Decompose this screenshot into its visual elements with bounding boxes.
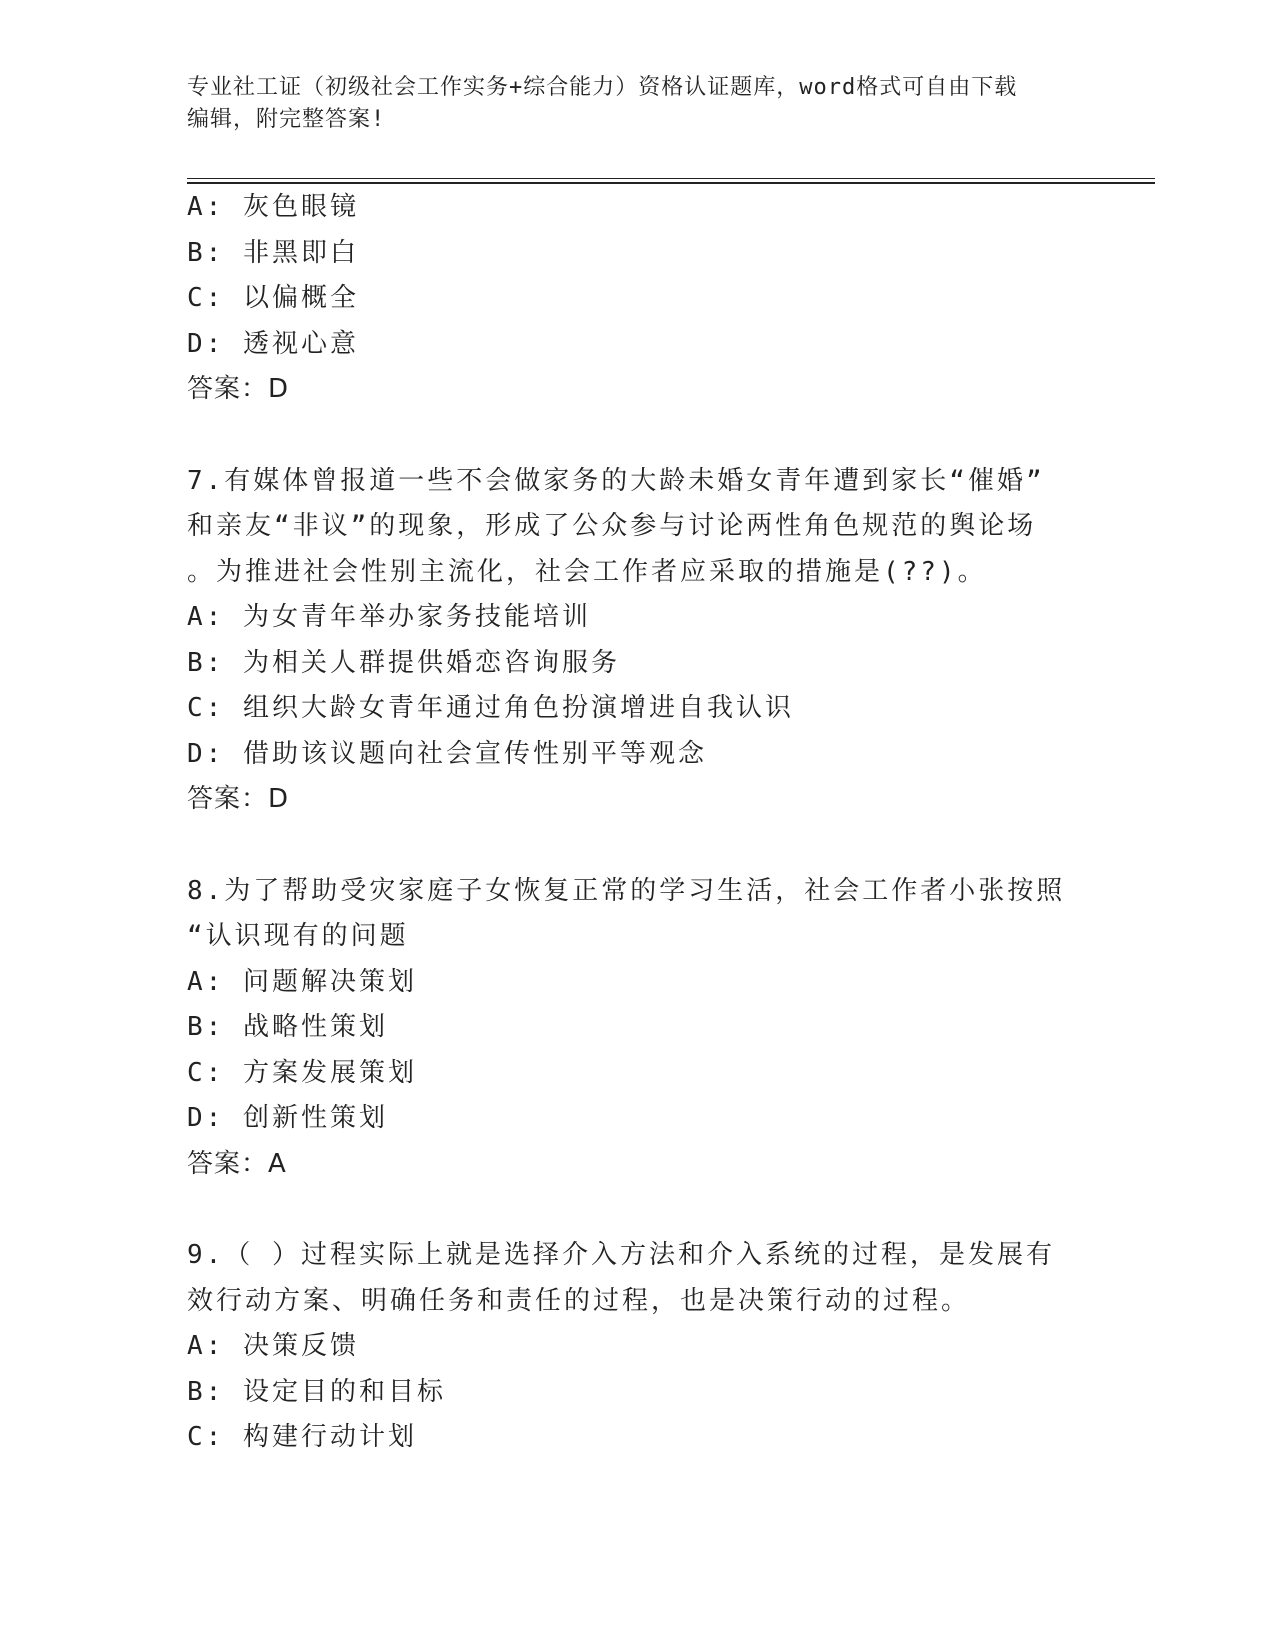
option-d: D: 创新性策划 (187, 1103, 388, 1133)
option-d: D: 借助该议题向社会宣传性别平等观念 (187, 738, 707, 769)
option-a: A: 决策反馈 (187, 1331, 359, 1361)
option-c: C: 方案发展策划 (187, 1057, 417, 1088)
question-stem-line: 效行动方案、明确任务和责任的过程，也是决策行动的过程。 (187, 1285, 971, 1316)
question-stem-line: 7.有媒体曾报道一些不会做家务的大龄未婚女青年遭到家长“催婚” (187, 465, 1045, 496)
question-spacer (187, 823, 1087, 869)
header-divider-thin (187, 178, 1155, 179)
option-a: A: 灰色眼镜 (187, 192, 359, 222)
question-spacer (187, 1187, 1087, 1233)
question-6 (187, 185, 1087, 413)
question-stem-line: 。为推进社会性别主流化，社会工作者应采取的措施是(??)。 (187, 556, 987, 587)
answer-line: 答案：D (187, 784, 290, 814)
header-line-1: 专业社工证（初级社会工作实务+综合能力）资格认证题库，word格式可自由下载 (187, 75, 1018, 100)
option-b: B: 为相关人群提供婚恋咨询服务 (187, 647, 620, 678)
question-stem-line: 9.（ ）过程实际上就是选择介入方法和介入系统的过程，是发展有 (187, 1240, 1055, 1270)
question-list (187, 185, 1087, 1461)
option-b: B: 设定目的和目标 (187, 1376, 446, 1407)
option-c: C: 以偏概全 (187, 283, 359, 313)
option-a: A: 为女青年举办家务技能培训 (187, 602, 591, 632)
question-stem-line: “认识现有的问题 (187, 921, 409, 951)
header-divider-thick (187, 182, 1155, 184)
question-8 (187, 869, 1087, 1188)
question-9 (187, 1233, 1087, 1461)
question-spacer (187, 413, 1087, 459)
question-stem-line: 和亲友“非议”的现象，形成了公众参与讨论两性角色规范的舆论场 (187, 511, 1037, 541)
option-d: D: 透视心意 (187, 328, 359, 359)
option-c: C: 组织大龄女青年通过角色扮演增进自我认识 (187, 693, 794, 723)
option-a: A: 问题解决策划 (187, 966, 417, 997)
question-7 (187, 459, 1087, 823)
option-b: B: 战略性策划 (187, 1012, 388, 1042)
answer-line: 答案：D (187, 374, 290, 404)
answer-line: 答案：A (187, 1148, 287, 1179)
header-line-2: 编辑，附完整答案! (187, 107, 386, 132)
document-header (187, 72, 1087, 136)
question-stem-line: 8.为了帮助受灾家庭子女恢复正常的学习生活，社会工作者小张按照 (187, 875, 1066, 906)
option-c: C: 构建行动计划 (187, 1422, 417, 1452)
option-b: B: 非黑即白 (187, 237, 359, 268)
